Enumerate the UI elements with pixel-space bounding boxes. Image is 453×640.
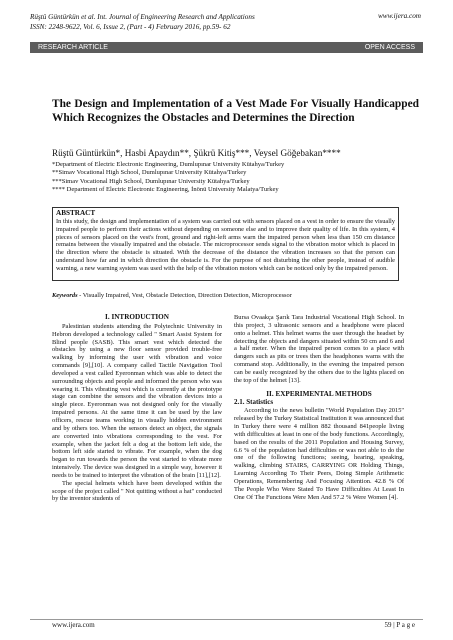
page-number: 59 | P a g e — [384, 621, 415, 629]
footer-divider — [30, 619, 423, 620]
methods-heading: II. EXPERIMENTAL METHODS — [266, 389, 372, 398]
introduction-heading: I. INTRODUCTION — [105, 313, 169, 321]
statistics-subheading: 2.1. Statistics — [234, 398, 274, 407]
article-banner — [30, 42, 423, 53]
keywords-label: Keywords — [52, 292, 78, 299]
abstract-heading: ABSTRACT — [56, 209, 96, 217]
left-column — [52, 314, 222, 503]
affiliation-2: **Simav Vocational High School, Dumlupınar University Kütahya/Turkey — [52, 169, 247, 177]
header-website-link[interactable]: www.ijera.com — [378, 12, 421, 20]
affiliation-3: ***Simav Vocational High School, Dumlupınar University Kütahya/Turkey — [52, 177, 250, 185]
journal-citation — [30, 12, 255, 32]
article-type-label: RESEARCH ARTICLE — [38, 44, 108, 51]
affiliation-1: *Department of Electric Electronic Engineering, Dumlupınar University Kütahya/Turkey — [52, 161, 285, 168]
right-column — [234, 314, 404, 501]
keywords-text: - Visually Impaired, Vest, Obstacle Detection, Direction Detection, Microprocessor — [77, 292, 292, 299]
statistics-paragraph: According to the news bulletin "World Population Day 2015" released by the Turkey Statistical Institution it was announced that in Turkey there were 4 million 882 thousand 841people living with difficulties at least in one of the body functions. Accordingly, based on the results of the 2011 Population and Housing Survey, 6.6 % of the population had difficulties or was not able to do the one of the following functions; seeing, hearing, speaking, walking, climbing STAIRS, CARRYING OR Holding Things, Learning According To Their Peers, Doing Simple Arithmetic Operations, Remembering And Focusing Attention. 42.8 % Of The People Who Were Stated To Have Difficulties At Least In One Of The Functions Were Men And 57.2 % Were Women [4]. — [234, 407, 404, 501]
access-label: OPEN ACCESS — [364, 44, 415, 51]
intro-paragraph-3: Bursa Ovaakça Şarık Tara Industrial Vocational High School. In this project, 3 ultrasonic sensors and a headphone were placed onto a helmet. This helmet warns the user through the headset by detecting the objects and dangers situated within 50 cm and 6 and a half meter. When the impaired person comes to a place with dangers such as pits or trees then the headphones warns with the command stop. Additionally, in the evening the impaired person can be easily recognized by the others due to the lights placed on the top of the helmet [13]. — [234, 314, 404, 384]
paper-title: The Design and Implementation of a Vest Made For Visually Handicapped Which Recognizes the Obstacles and Determines the Direction — [52, 98, 419, 124]
affiliation-4: **** Department of Electric Electronic Engineering, İnönü University Malatya/Turkey — [52, 186, 279, 194]
citation-line-2: ISSN: 2248-9622, Vol. 6, Issue 2, (Part - 4) February 2016, pp.59- 62 — [30, 23, 231, 31]
keywords-line — [52, 292, 292, 299]
abstract-box — [52, 207, 399, 281]
footer-website-link[interactable]: www.ijera.com — [52, 621, 95, 629]
affiliations — [52, 161, 284, 195]
intro-paragraph-1: Palestinian students attending the Polytechnic University in Hebron developed a technology called " Smart Assist System for Blind people (SASB). This smart vest which detected the obstacles by using a new floor sensor provided trouble-free walking by informing the user with vibration and voice commands [9],[10]. A company called Tactile Navigation Tool developed a vest called Eyeronman which was able to detect the surrounding objects and people and informed the person who was wearing it. This vibrating vest which is currently at the prototype stage can combine the sensors and the vibration devices into a single piece. Eyeronman was not designed only for the visually impaired persons. At the same time it can be used by the law officers, rescue teams working in visually hidden environment and by others too. When the sensors detect an object, the signals are converted into vibrations corresponding to the vest. For example, when the jacket felt a dog at the bottom left side, the bottom left side started to vibrate. For example, when the dog began to run towards the person the vest started to vibrate more intensively. The device was designed in a simple way, however it needs to be trained to interpret the vibration of the brain [11],[12]. — [52, 322, 222, 479]
intro-paragraph-2: The special helmets which have been developed within the scope of the project called " Not quitting without a hat" conducted by the inventor students of — [52, 479, 222, 503]
citation-line-1: Rüştü Güntürkün et al. Int. Journal of Engineering Research and Applications — [30, 13, 255, 21]
author-list: Rüştü Güntürkün*, Hasbi Apaydın**, Şükrü Kitiş***, Veysel Göğebakan**** — [52, 148, 341, 158]
abstract-text: In this study, the design and implementation of a system was carried out with sensors placed on a vest in order to ensure the visually impaired people to perform their actions without depending on someone else and to improve their quality of life. In this system, 4 pieces of sensors placed on the vest's front, ground and right-left arms warn the impaired person when less than 150 cm distance remains between the visually impaired and the obstacle. The microprocessor sends signal to the vibration motor which is placed in the direction where the obstacle is situated. With the decrease of the distance the vibration increases so that the person can understand how far and in which direction the obstacle is. For the purpose of not disturbing the other people, instead of audible warning, a new warning system was used with the help of the vibration motors which can be noticed only by the impaired person. — [56, 217, 395, 272]
